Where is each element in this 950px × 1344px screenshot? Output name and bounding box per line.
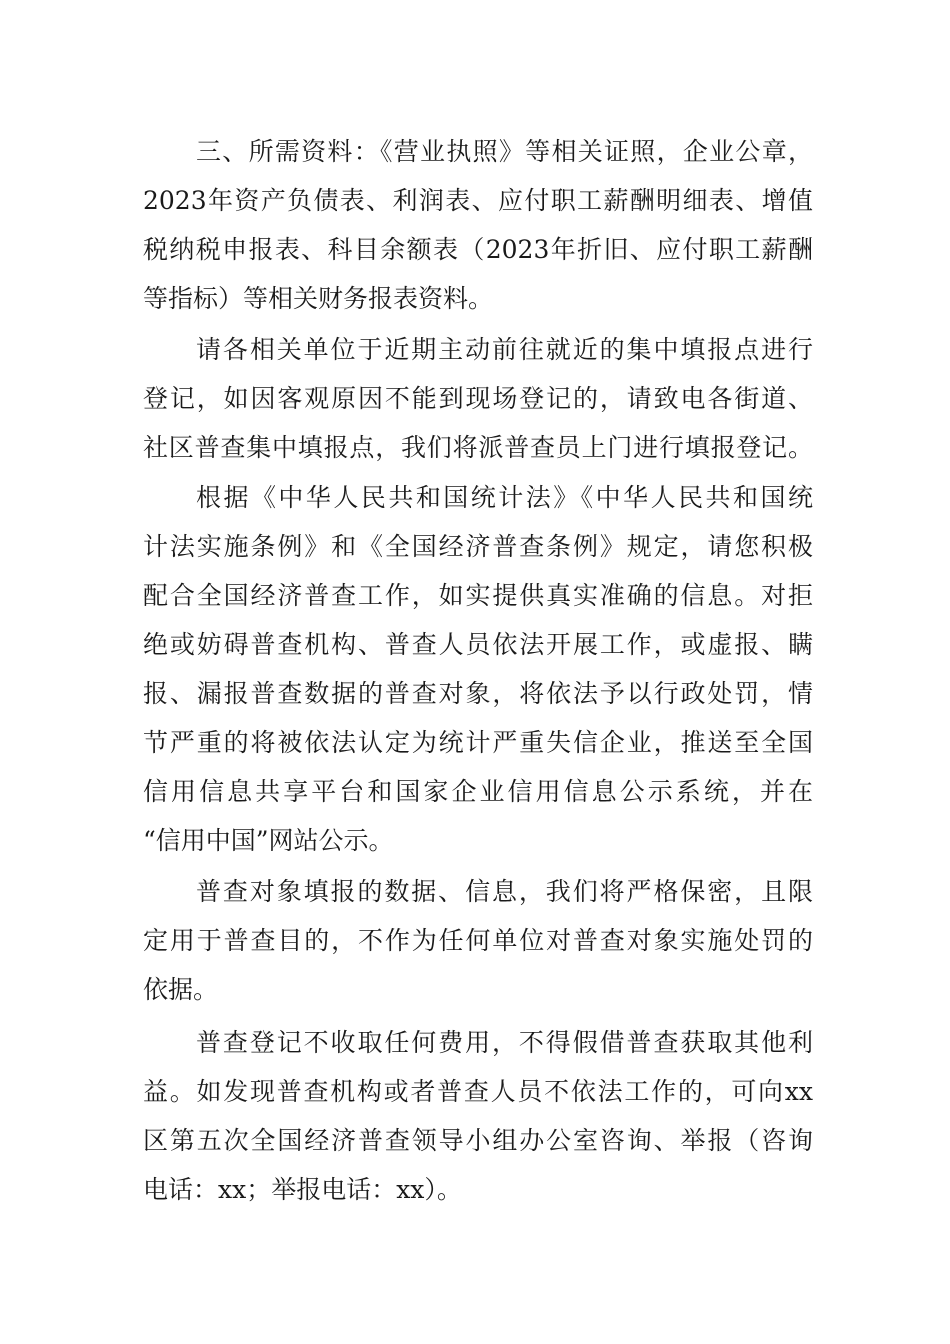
paragraph-nofees-line-2: 益。如发现普查机构或者普查人员不依法工作的，可向xx: [143, 1077, 813, 1106]
paragraph-confidentiality-line-3: 依据。: [143, 975, 219, 1004]
paragraph-registration-line-3: 社区普查集中填报点，我们将派普查员上门进行填报登记。: [143, 433, 813, 462]
paragraph-nofees-line-4: 电话：xx；举报电话：xx）。: [143, 1175, 462, 1204]
paragraph-materials-line-1: 三、所需资料：《营业执照》等相关证照，企业公章，: [196, 137, 813, 166]
paragraph-legal-line-3: 配合全国经济普查工作，如实提供真实准确的信息。对拒: [143, 581, 813, 610]
paragraph-legal-line-4: 绝或妨碍普查机构、普查人员依法开展工作，或虚报、瞒: [143, 630, 813, 659]
paragraph-legal-line-6: 节严重的将被依法认定为统计严重失信企业，推送至全国: [143, 728, 813, 757]
paragraph-registration-line-1: 请各相关单位于近期主动前往就近的集中填报点进行: [196, 335, 813, 364]
paragraph-nofees-line-1: 普查登记不收取任何费用，不得假借普查获取其他利: [196, 1028, 813, 1057]
paragraph-legal-line-7: 信用信息共享平台和国家企业信用信息公示系统，并在: [143, 777, 813, 806]
paragraph-confidentiality-line-1: 普查对象填报的数据、信息，我们将严格保密，且限: [196, 877, 813, 906]
paragraph-materials-line-3: 税纳税申报表、科目余额表（2023年折旧、应付职工薪酬: [143, 235, 813, 264]
paragraph-materials-line-2: 2023年资产负债表、利润表、应付职工薪酬明细表、增值: [143, 186, 813, 215]
paragraph-confidentiality-line-2: 定用于普查目的，不作为任何单位对普查对象实施处罚的: [143, 926, 813, 955]
paragraph-legal-line-2: 计法实施条例》和《全国经济普查条例》规定，请您积极: [143, 532, 813, 561]
paragraph-legal-line-1: 根据《中华人民共和国统计法》《中华人民共和国统: [196, 483, 813, 512]
paragraph-materials-line-4: 等指标）等相关财务报表资料。: [143, 284, 494, 313]
paragraph-registration-line-2: 登记，如因客观原因不能到现场登记的，请致电各街道、: [143, 384, 813, 413]
paragraph-nofees-line-3: 区第五次全国经济普查领导小组办公室咨询、举报（咨询: [143, 1126, 813, 1155]
paragraph-legal-line-5: 报、漏报普查数据的普查对象，将依法予以行政处罚，情: [143, 679, 813, 708]
paragraph-legal-line-8: “信用中国”网站公示。: [143, 826, 394, 855]
